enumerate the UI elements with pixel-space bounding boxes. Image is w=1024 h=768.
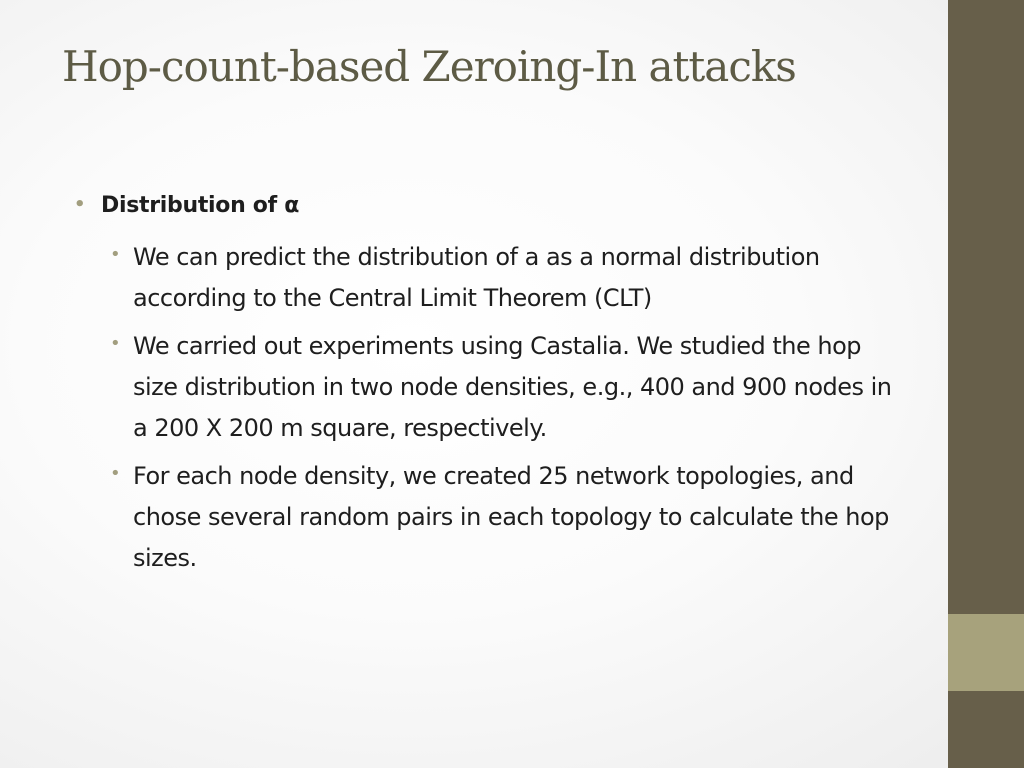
sub-bullet-dot-icon: •: [110, 244, 121, 265]
slide-body: [70, 187, 900, 586]
sub-bullet-network-topologies: [70, 456, 900, 579]
sub-bullet-castalia-experiments: [70, 326, 900, 449]
sub-bullet-clt-prediction: [70, 237, 900, 319]
bullet-text: Distribution of α: [101, 193, 300, 218]
sub-bullet-text: We carried out experiments using Castalia. We studied the hop size distribution in two node densities, e.g., 400 and 900 nodes in a 200 X 200 m square, respectively.: [133, 332, 892, 442]
right-decorative-accent-block: [948, 614, 1024, 691]
bullet-dot-icon: •: [74, 194, 86, 215]
slide-title: Hop-count-based Zeroing-In attacks: [62, 42, 796, 91]
sub-bullet-dot-icon: •: [110, 333, 121, 354]
sub-bullet-dot-icon: •: [110, 463, 121, 484]
sub-bullet-text: We can predict the distribution of a as a normal distribution according to the Central Limit Theorem (CLT): [133, 243, 820, 312]
sub-bullet-text: For each node density, we created 25 network topologies, and chose several random pairs in each topology to calculate the hop sizes.: [133, 462, 889, 572]
bullet-distribution-of-alpha: [70, 187, 900, 225]
